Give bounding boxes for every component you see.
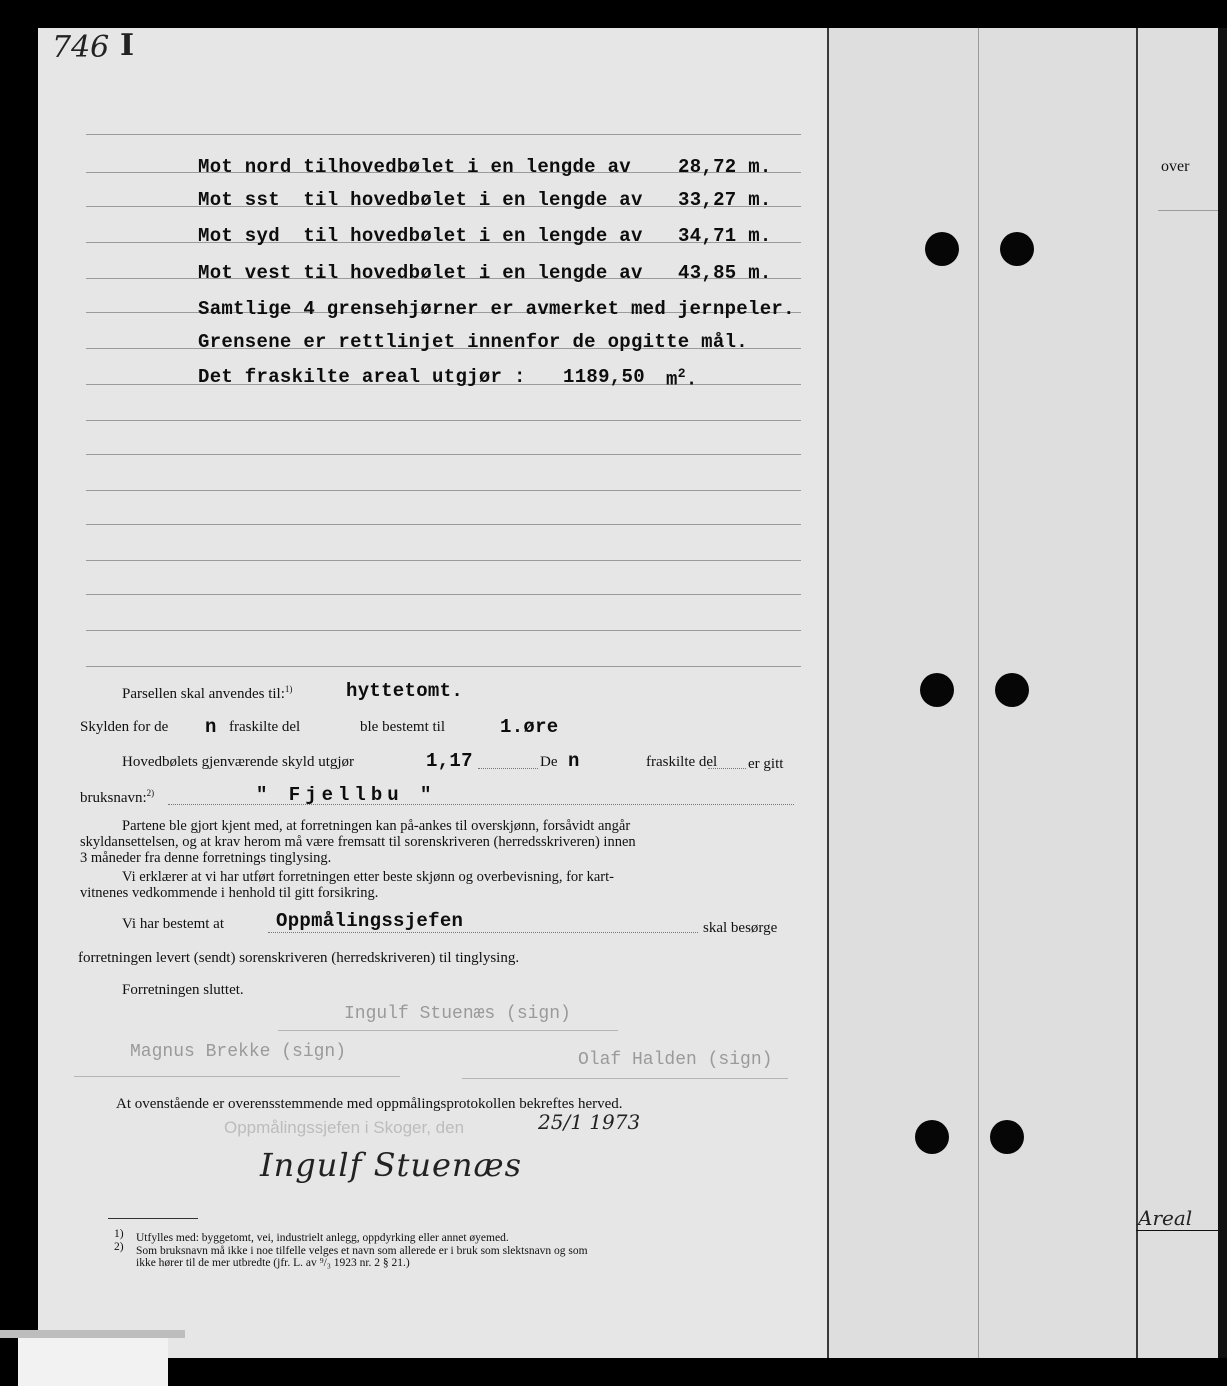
right-rule [1136, 1230, 1218, 1231]
right-areal: Areal [1138, 1206, 1193, 1230]
area-label: Det fraskilte areal utgjør : [198, 366, 526, 388]
footnote-1-mark: 1) [114, 1228, 124, 1240]
binder-hole [920, 673, 954, 707]
dotted-line [268, 932, 698, 933]
ruled-line [86, 420, 801, 421]
area-unit [666, 366, 698, 390]
de-n: n [568, 750, 580, 772]
boundary-south: Mot syd til hovedbølet i en lengde av [198, 225, 643, 247]
ruled-line [86, 134, 801, 135]
ruled-line [86, 454, 801, 455]
document-page [38, 28, 1227, 1358]
panel-divider-right [1136, 28, 1138, 1358]
ruled-line [86, 666, 801, 667]
ruled-line [86, 594, 801, 595]
right-rule [1158, 210, 1218, 211]
boundary-east-value: 33,27 m. [678, 189, 772, 211]
signature-line [462, 1078, 788, 1079]
right-over: over [1161, 158, 1190, 175]
skyld-prefix: Skylden for de [80, 719, 169, 735]
para1-line1: Partene ble gjort kjent med, at forretningen kan på-ankes til overskjønn, forsåvidt angår [122, 818, 631, 834]
area-unit-sup: 2 [677, 366, 686, 381]
dotted-line [168, 804, 794, 805]
bruksnavn-value: " Fjellbu " [256, 784, 437, 806]
page-edge [1218, 28, 1227, 1358]
footnote-1: Utfylles med: byggetomt, vei, industrielt anlegg, oppdyrking eller annet øyemed. [136, 1232, 509, 1244]
footnote-2-line1: Som bruksnavn må ikke i noe tilfelle velges et navn som allerede er i bruk som slektsnavn og som [136, 1245, 588, 1257]
area-unit-m: m [666, 368, 678, 391]
boundary-west: Mot vest til hovedbølet i en lengde av [198, 262, 643, 284]
handwritten-signature: Ingulf Stuenæs [260, 1146, 523, 1184]
page-mark: I [120, 28, 135, 63]
levert-line: forretningen levert (sendt) sorenskriveren (herredskriveren) til tinglysing. [78, 950, 520, 966]
binder-hole [990, 1120, 1024, 1154]
binder-hole [925, 232, 959, 266]
note-corners: Samtlige 4 grensehjørner er avmerket med jernpeler. [198, 298, 795, 320]
footnote-rule [108, 1218, 198, 1219]
sluttet: Forretningen sluttet. [122, 982, 244, 998]
ruled-line [86, 524, 801, 525]
signature-1: Ingulf Stuenæs (sign) [344, 1004, 571, 1024]
bestemt-value: Oppmålingssjefen [276, 910, 464, 932]
bestemt-suffix: skal besørge [703, 920, 778, 936]
boundary-east: Mot sst til hovedbølet i en lengde av [198, 189, 643, 211]
boundary-north-value: 28,72 m. [678, 156, 772, 178]
footnote-2-line2: ikke hører til de mer utbredte (jfr. L. av ⁹/₃ 1923 nr. 2 § 21.) [136, 1257, 410, 1269]
de-label: De [540, 754, 558, 770]
panel-divider [827, 28, 829, 1358]
dotted-line [478, 768, 538, 769]
corner-shadow [0, 1330, 185, 1338]
certification-text: At ovenstående er overensstemmende med oppmålingsprotokollen bekreftes herved. [116, 1096, 623, 1112]
bestemt-prefix: Vi har bestemt at [122, 916, 224, 932]
stamp-text: Oppmålingssjefen i Skoger, den [224, 1118, 465, 1137]
skyld-middle: fraskilte del [229, 719, 301, 735]
parsel-sup: 1) [284, 684, 293, 694]
area-trail: . [685, 368, 698, 391]
para1-line2: skyldansettelsen, og at krav herom må være fremsatt til sorenskriveren (herredsskriveren) innen [80, 834, 636, 850]
skyld-value: 1.øre [500, 716, 559, 738]
boundary-north: Mot nord tilhovedbølet i en lengde av [198, 156, 631, 178]
ruled-line [86, 560, 801, 561]
area-value: 1189,50 [563, 366, 645, 388]
binder-hole [995, 673, 1029, 707]
er-gitt: er gitt [748, 756, 784, 772]
skyld-suffix: ble bestemt til [360, 719, 445, 735]
para2-line1: Vi erklærer at vi har utført forretningen etter beste skjønn og overbevisning, for kart- [122, 869, 614, 885]
signature-line [278, 1030, 618, 1031]
parsel-label [122, 684, 292, 703]
fraskilte-label: fraskilte del [646, 754, 718, 770]
hoved-label: Hovedbølets gjenværende skyld utgjør [122, 754, 355, 770]
note-straight: Grensene er rettlinjet innenfor de opgitte mål. [198, 331, 748, 353]
ruled-line [86, 490, 801, 491]
signature-line [74, 1076, 400, 1077]
boundary-west-value: 43,85 m. [678, 262, 772, 284]
parsel-value: hyttetomt. [346, 680, 464, 702]
ruled-line [86, 630, 801, 631]
signature-2: Magnus Brekke (sign) [130, 1042, 347, 1062]
skyld-n: n [205, 716, 217, 738]
bruksnavn-label-text: bruksnavn: [80, 790, 147, 806]
dotted-line [708, 768, 746, 769]
corner-label-box [18, 1338, 168, 1386]
footnote-2-mark: 2) [114, 1241, 124, 1253]
panel-divider-inner [978, 28, 979, 1358]
para2-line2: vitnenes vedkommende i henhold til gitt forsikring. [80, 885, 379, 901]
page-number: 746 [52, 30, 110, 65]
bruksnavn-sup: 2) [146, 788, 155, 798]
boundary-south-value: 34,71 m. [678, 225, 772, 247]
binder-hole [915, 1120, 949, 1154]
para1-line3: 3 måneder fra denne forretnings tinglysing. [80, 850, 332, 866]
certification-date: 25/1 1973 [538, 1110, 641, 1134]
parsel-label-text: Parsellen skal anvendes til: [122, 686, 285, 702]
bruksnavn-label [80, 788, 154, 807]
binder-hole [1000, 232, 1034, 266]
hoved-value: 1,17 [426, 750, 473, 772]
signature-3: Olaf Halden (sign) [578, 1050, 773, 1070]
